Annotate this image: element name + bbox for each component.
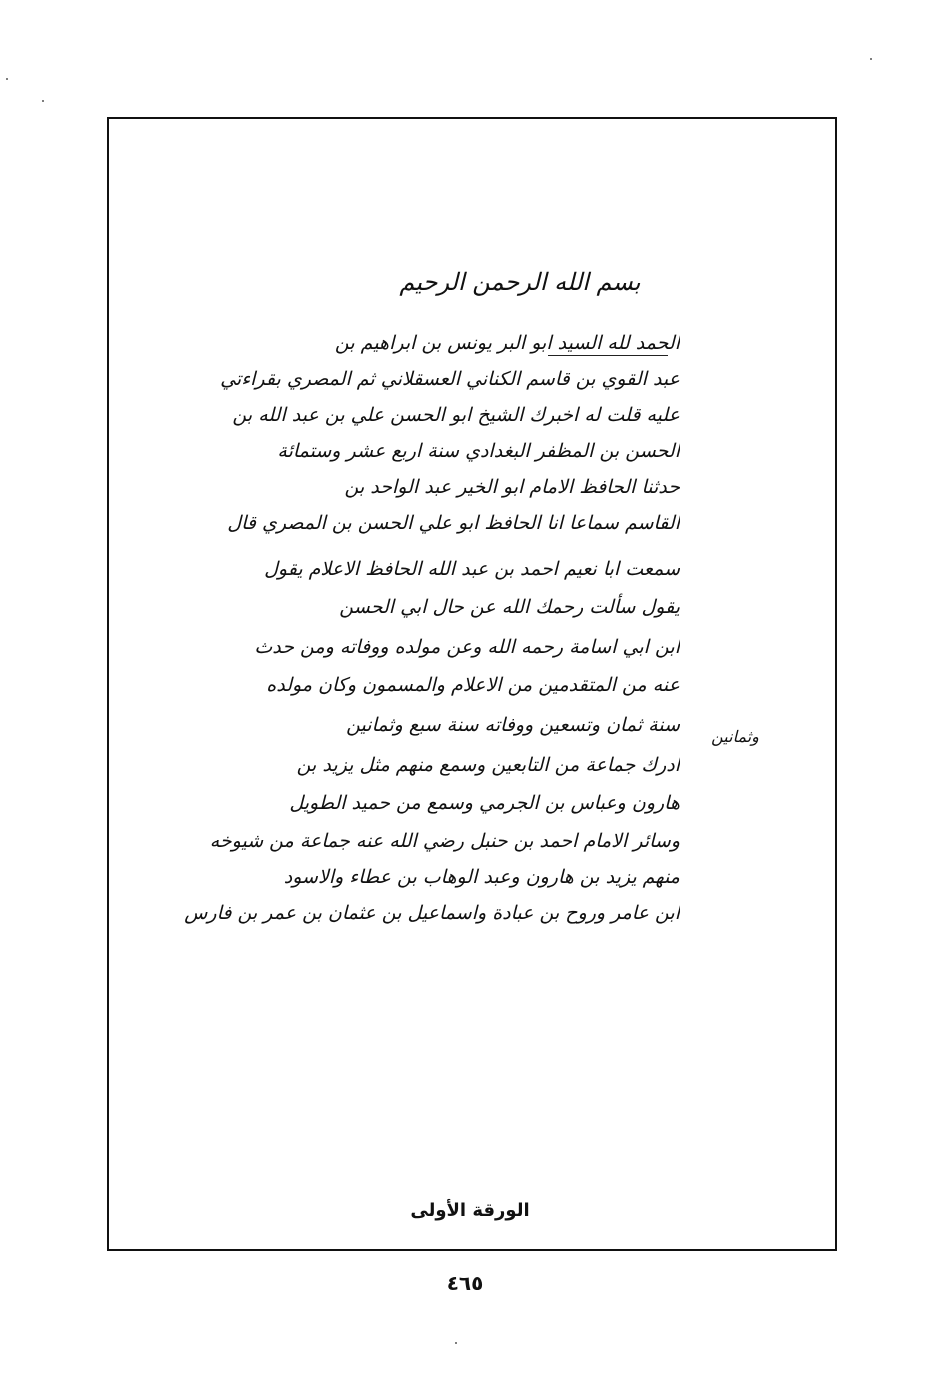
manuscript-line-12: ادرك جماعة من التابعين وسمع منهم مثل يزيد بن [296,754,680,776]
manuscript-line-15: منهم يزيد بن هارون وعبد الوهاب بن عطاء والاسود [283,866,680,888]
manuscript-line-8: يقول سألت رحمك الله عن حال ابي الحسن [339,596,680,618]
manuscript-line-1: الحمد لله السيد ابو البر يونس بن ابراهيم بن [334,332,680,354]
manuscript-line-16: ابن عامر وروح بن عبادة واسماعيل بن عثمان بن عمر بن فارس [184,902,680,924]
manuscript-line-2: عبد القوي بن قاسم الكناني العسقلاني ثم المصري بقراءتي [220,368,680,390]
margin-note: وثمانين [711,727,759,746]
page-number: ٤٦٥ [446,1271,484,1295]
scan-speck [42,100,44,102]
scan-speck [6,78,8,80]
scan-speck [455,1342,457,1344]
folio-label: الورقة الأولى [410,1200,530,1221]
manuscript-line-10: عنه من المتقدمين من الاعلام والمسمون وكان مولده [266,674,680,696]
manuscript-line-3: عليه قلت له اخبرك الشيخ ابو الحسن علي بن عبد الله بن [232,404,680,426]
manuscript-line-4: الحسن بن المظفر البغدادي سنة اربع عشر وستمائة [277,440,680,462]
manuscript-line-9: ابن ابي اسامة رحمه الله وعن مولده ووفاته ومن حدث [254,636,680,658]
manuscript-line-6: القاسم سماعا انا الحافظ ابو علي الحسن بن المصري قال [227,512,680,534]
basmala-heading: بسم الله الرحمن الرحيم [399,268,641,296]
manuscript-line-14: وسائر الامام احمد بن حنبل رضي الله عنه جماعة من شيوخه [209,830,680,852]
manuscript-line-5: حدثنا الحافظ الامام ابو الخير عبد الواحد بن [344,476,680,498]
manuscript-line-7: سمعت ابا نعيم احمد بن عبد الله الحافظ الاعلام يقول [264,558,680,580]
manuscript-line-11: سنة ثمان وتسعين ووفاته سنة سبع وثمانين [346,714,680,736]
manuscript-line-13: هارون وعباس بن الجرمي وسمع من حميد الطويل [289,792,680,814]
scan-speck [870,58,872,60]
